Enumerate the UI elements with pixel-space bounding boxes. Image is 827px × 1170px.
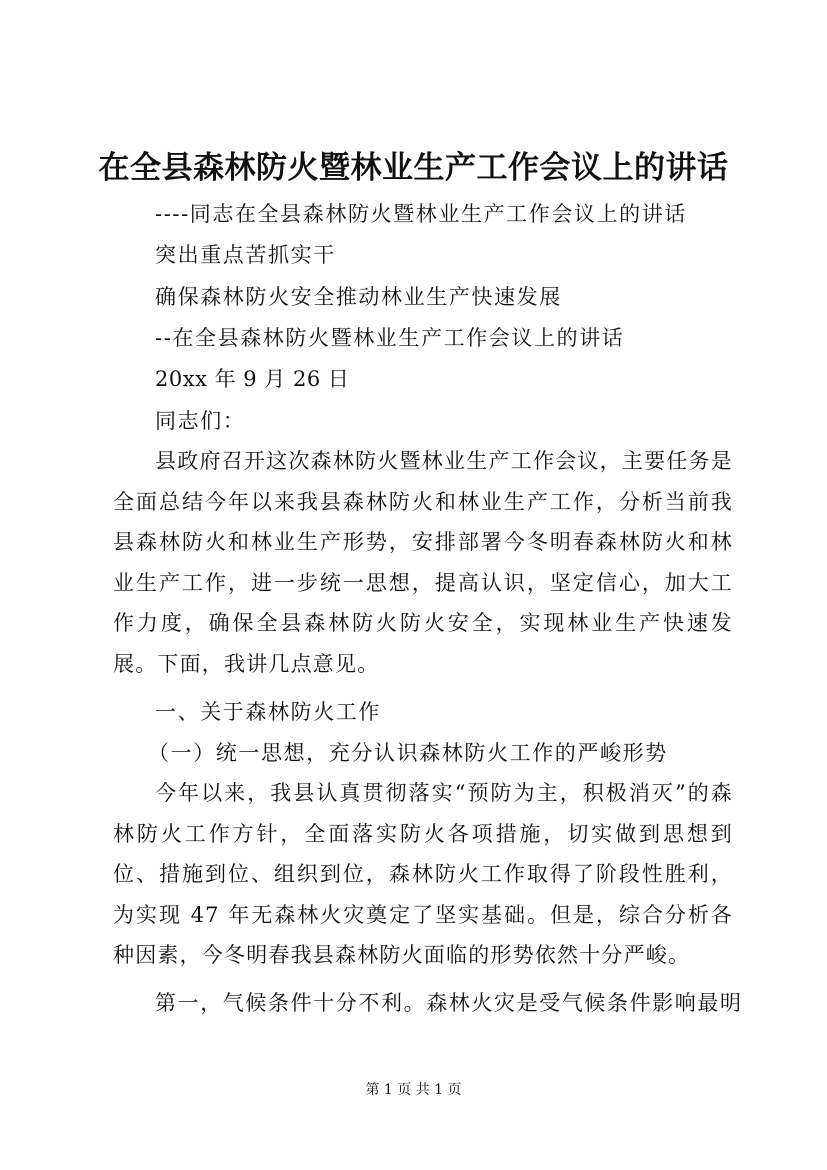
page-number-footer: 第 1 页 共 1 页	[365, 1082, 462, 1098]
body-paragraph: 今年以来，我县认真贯彻落实“预防为主，积极消灭”的森林防火工作方针，全面落实防火各项措施，切实做到思想到位、措施到位、组织到位，森林防火工作取得了阶段性胜利，为实现 47 年无森林火灾奠定了坚实基础。但是，综合分析各种因素，今冬明春我县森林防火面临的形势依然十分严峻。	[113, 781, 733, 968]
subtitle-line-1: ----同志在全县森林防火暨林业生产工作会议上的讲话	[155, 202, 687, 226]
subsection-heading: （一）统一思想，充分认识森林防火工作的严峻形势	[148, 741, 668, 765]
subtitle-line-4: --在全县森林防火暨林业生产工作会议上的讲话	[155, 326, 625, 350]
intro-paragraph: 县政府召开这次森林防火暨林业生产工作会议，主要任务是全面总结今年以来我县森林防火和林业生产工作，分析当前我县森林防火和林业生产形势，安排部署今冬明春森林防火和林业生产工作，进一步统一思想，提高认识，坚定信心，加大工作力度，确保全县森林防火防火安全，实现林业生产快速发展。下面，我讲几点意见。	[113, 449, 733, 676]
document-title: 在全县森林防火暨林业生产工作会议上的讲话	[98, 150, 729, 186]
section-heading: 一、关于森林防火工作	[155, 700, 381, 724]
subtitle-line-2: 突出重点苦抓实干	[155, 243, 336, 267]
body-paragraph-partial: 第一，气候条件十分不利。森林火灾是受气候条件影响最明	[155, 991, 743, 1015]
subtitle-line-3: 确保森林防火安全推动林业生产快速发展	[155, 285, 562, 309]
salutation: 同志们：	[155, 409, 246, 433]
date-line: 20xx 年 9 月 26 日	[155, 367, 350, 391]
